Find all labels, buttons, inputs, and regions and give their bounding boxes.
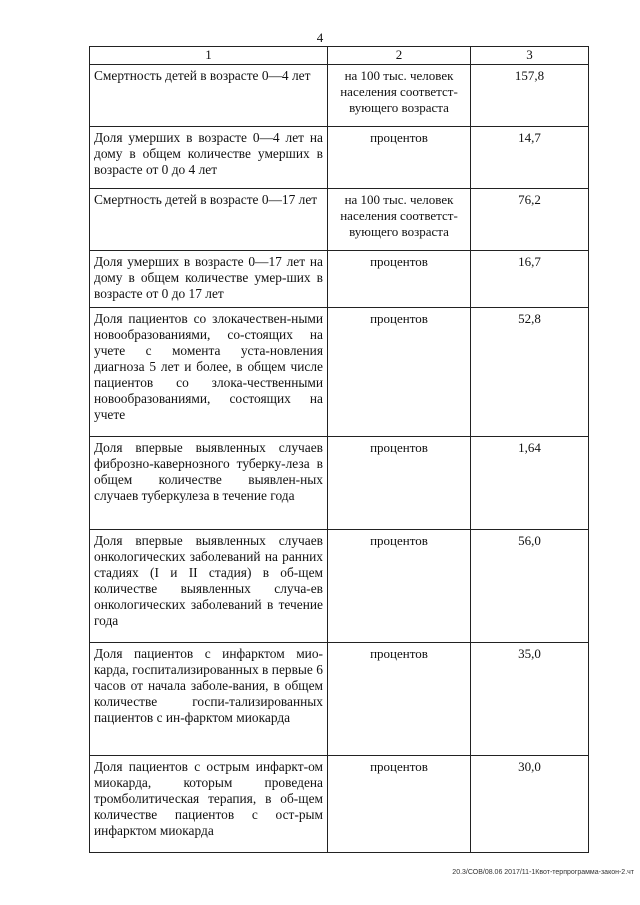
value-cell: 1,64 <box>518 440 541 455</box>
table-header-row <box>90 47 589 65</box>
indicator-cell: Смертность детей в возрасте 0—4 лет <box>94 68 311 83</box>
value-cell: 35,0 <box>518 646 541 661</box>
table-row <box>90 189 589 251</box>
table-row <box>90 756 589 853</box>
column-header-1: 1 <box>90 47 328 65</box>
value-cell: 16,7 <box>518 254 541 269</box>
value-cell: 56,0 <box>518 533 541 548</box>
page-number: 4 <box>316 30 324 45</box>
unit-cell: процентов <box>370 533 428 548</box>
unit-cell: процентов <box>370 254 428 269</box>
column-header-3: 3 <box>471 47 589 65</box>
indicator-cell: Доля пациентов со злокачествен-ными новообразованиями, со-стоящих на учете с момента уста-новления диагноза 5 лет и более, в общем числе пациентов со злока-чественными новообразованиями, состоящих на учете <box>94 311 323 422</box>
table-row <box>90 530 589 643</box>
unit-cell: процентов <box>370 311 428 326</box>
unit-cell: процентов <box>370 759 428 774</box>
indicator-cell: Доля умерших в возрасте 0—4 лет на дому в общем количестве умерших в возрасте от 0 до 4 лет <box>94 130 323 177</box>
table-row <box>90 437 589 530</box>
table-row <box>90 251 589 308</box>
indicator-cell: Доля пациентов с острым инфаркт-ом миокарда, которым проведена тромболитическая терапия, в об-щем количестве пациентов с ост-рым инфарктом миокарда <box>94 759 323 838</box>
value-cell: 76,2 <box>518 192 541 207</box>
table-row <box>90 65 589 127</box>
column-header-2: 2 <box>328 47 471 65</box>
unit-cell: процентов <box>370 440 428 455</box>
table-row <box>90 127 589 189</box>
table-row <box>90 643 589 756</box>
unit-cell: на 100 тыс. человек населения соответст-вующего возраста <box>340 192 458 239</box>
unit-cell: процентов <box>370 130 428 145</box>
value-cell: 14,7 <box>518 130 541 145</box>
indicator-cell: Доля впервые выявленных случаев фиброзно-кавернозного туберку-леза в общем количестве выявлен-ных случаев туберкулеза в течение года <box>94 440 323 503</box>
unit-cell: на 100 тыс. человек населения соответст-вующего возраста <box>340 68 458 115</box>
indicator-cell: Доля пациентов с инфарктом мио-карда, госпитализированных в первые 6 часов от начала заболе-вания, в общем количестве госпи-тализированных пациентов с ин-фарктом миокарда <box>94 646 323 725</box>
unit-cell: процентов <box>370 646 428 661</box>
value-cell: 30,0 <box>518 759 541 774</box>
indicator-cell: Смертность детей в возрасте 0—17 лет <box>94 192 318 207</box>
value-cell: 52,8 <box>518 311 541 326</box>
indicators-table <box>89 46 589 853</box>
document-footer: 20.3/СОВ/08.06 2017/11-1Квот-терпрограмма-закон-2.чт <box>452 869 634 876</box>
value-cell: 157,8 <box>514 68 545 83</box>
table-row <box>90 308 589 437</box>
indicator-cell: Доля умерших в возрасте 0—17 лет на дому в общем количестве умер-ших в возрасте от 0 до 17 лет <box>94 254 323 301</box>
indicator-cell: Доля впервые выявленных случаев онкологических заболеваний на ранних стадиях (I и II стадия) в об-щем количестве выявленных случа-ев онкологических заболеваний в течение года <box>94 533 323 628</box>
